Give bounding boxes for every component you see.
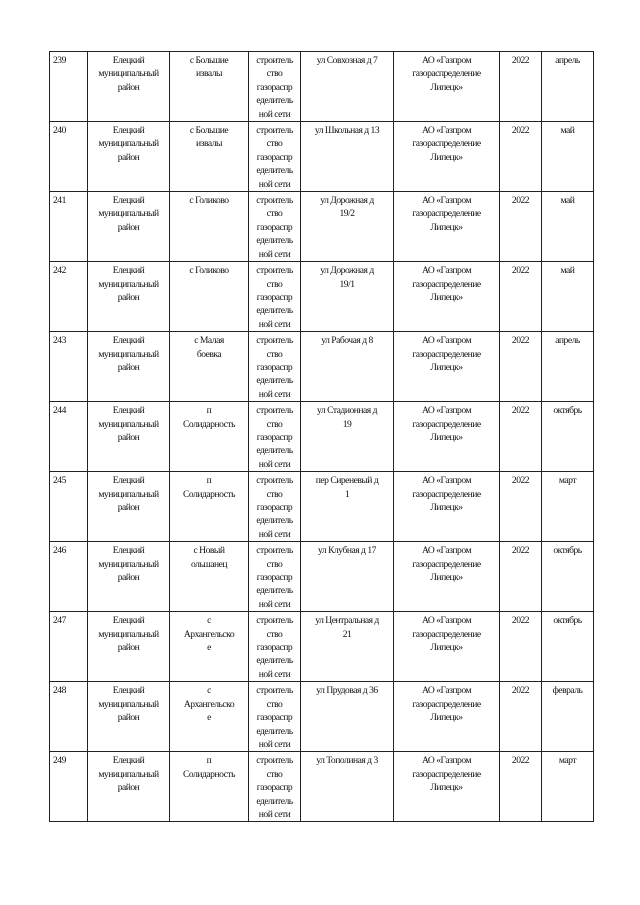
cell-district [88, 52, 170, 122]
cell-district-line: муниципальный [98, 628, 159, 640]
cell-organization-line: Липецк» [430, 221, 463, 233]
cell-month: октябрь [542, 402, 594, 472]
cell-work-type-line: газораспр [256, 151, 293, 163]
cell-organization-line: Липецк» [430, 642, 463, 654]
cell-work-type-line: ство [266, 418, 283, 430]
cell-address-line: ул Дорожная д [320, 265, 374, 277]
cell-address-line: 21 [342, 628, 352, 640]
cell-settlement-line: с Большие [189, 55, 229, 66]
cell-address-line: 1 [344, 488, 350, 500]
cell-district [88, 262, 170, 332]
cell-organization-line: газораспределение [412, 628, 481, 640]
cell-district-line: Елецкий [112, 475, 145, 487]
cell-organization [394, 402, 500, 472]
cell-district-line: район [117, 572, 140, 584]
cell-month: март [542, 752, 594, 822]
cell-work-type [249, 752, 301, 822]
cell-organization-line: АО «Газпром [421, 615, 472, 627]
cell-district-line: муниципальный [98, 348, 159, 360]
cell-organization-line: газораспределение [412, 138, 481, 150]
cell-address [301, 682, 394, 752]
cell-work-type-line: еделитель [256, 445, 293, 457]
cell-district [88, 542, 170, 612]
cell-settlement [170, 52, 249, 122]
cell-settlement [170, 402, 249, 472]
cell-work-type-line: еделитель [256, 795, 293, 807]
cell-district [88, 332, 170, 402]
cell-work-type-line: ной сети [258, 808, 291, 820]
cell-organization-line: газораспределение [412, 348, 481, 360]
cell-organization [394, 122, 500, 192]
cell-organization [394, 682, 500, 752]
cell-number: 247 [50, 612, 88, 682]
cell-district-line: район [117, 291, 140, 303]
cell-address [301, 52, 394, 122]
cell-work-type-line: еделитель [256, 305, 293, 317]
cell-address-line: ул Тополиная д 3 [316, 755, 378, 767]
gasification-table [49, 51, 594, 822]
cell-month: октябрь [542, 612, 594, 682]
cell-year: 2022 [500, 612, 542, 682]
cell-work-type-line: еделитель [256, 375, 293, 387]
cell-number: 245 [50, 472, 88, 542]
cell-organization-line: АО «Газпром [421, 335, 472, 347]
cell-organization [394, 52, 500, 122]
cell-district-line: район [117, 221, 140, 233]
cell-settlement-line: Солидарность [183, 768, 235, 780]
cell-number: 244 [50, 402, 88, 472]
cell-work-type-line: ной сети [258, 528, 291, 540]
cell-settlement-line: с Малая [194, 335, 224, 347]
cell-organization-line: газораспределение [412, 488, 481, 500]
cell-work-type-line: ной сети [258, 668, 291, 680]
cell-month: октябрь [542, 542, 594, 612]
cell-district [88, 122, 170, 192]
cell-settlement-line: е [207, 642, 211, 654]
cell-month: май [542, 192, 594, 262]
cell-work-type [249, 682, 301, 752]
cell-organization-line: АО «Газпром [421, 755, 472, 767]
cell-work-type-line: ной сети [258, 178, 291, 190]
cell-district-line: Елецкий [112, 125, 145, 137]
cell-work-type-line: газораспр [256, 712, 293, 724]
cell-month: март [542, 472, 594, 542]
cell-work-type-line: газораспр [256, 361, 293, 373]
cell-organization-line: газораспределение [412, 558, 481, 570]
cell-address [301, 402, 394, 472]
cell-month: май [542, 262, 594, 332]
cell-district-line: район [117, 502, 140, 513]
cell-address [301, 542, 394, 612]
cell-address [301, 192, 394, 262]
cell-year: 2022 [500, 472, 542, 542]
cell-work-type-line: газораспр [256, 502, 293, 513]
cell-address [301, 122, 394, 192]
cell-district-line: муниципальный [98, 558, 159, 570]
cell-organization-line: АО «Газпром [421, 195, 472, 207]
cell-settlement-line: с [207, 615, 211, 627]
cell-district-line: Елецкий [112, 685, 145, 697]
cell-settlement [170, 542, 249, 612]
cell-district-line: Елецкий [112, 335, 145, 347]
cell-work-type-line: ство [266, 698, 283, 710]
cell-address [301, 262, 394, 332]
table-row [50, 52, 594, 122]
cell-address-line: 19 [342, 418, 352, 430]
cell-district-line: район [117, 431, 140, 443]
table-row [50, 472, 594, 542]
cell-work-type-line: строитель [256, 125, 293, 137]
cell-work-type-line: строитель [256, 755, 293, 767]
cell-district-line: муниципальный [98, 418, 159, 430]
cell-district [88, 472, 170, 542]
cell-district [88, 682, 170, 752]
cell-work-type [249, 612, 301, 682]
cell-month: апрель [542, 52, 594, 122]
cell-district-line: район [117, 81, 140, 93]
cell-work-type-line: ной сети [258, 248, 291, 260]
cell-address-line: 19/1 [339, 278, 355, 290]
cell-work-type-line: ство [266, 278, 283, 290]
cell-year: 2022 [500, 192, 542, 262]
cell-work-type [249, 262, 301, 332]
cell-number: 249 [50, 752, 88, 822]
cell-district-line: муниципальный [98, 138, 159, 150]
cell-address-line: ул Прудовая д 36 [316, 685, 378, 697]
cell-organization [394, 472, 500, 542]
cell-organization-line: Липецк» [430, 572, 463, 584]
cell-year: 2022 [500, 332, 542, 402]
cell-settlement [170, 472, 249, 542]
cell-settlement [170, 192, 249, 262]
cell-district [88, 612, 170, 682]
cell-settlement-line: ольшанец [190, 558, 227, 570]
cell-district-line: Елецкий [112, 55, 145, 66]
cell-work-type-line: строитель [256, 475, 293, 487]
cell-work-type-line: ной сети [258, 388, 291, 400]
cell-settlement-line: извалы [196, 138, 222, 150]
cell-work-type-line: строитель [256, 195, 293, 207]
cell-work-type-line: газораспр [256, 782, 293, 794]
cell-organization-line: АО «Газпром [421, 265, 472, 277]
cell-organization-line: АО «Газпром [421, 125, 472, 137]
cell-work-type [249, 332, 301, 402]
cell-work-type-line: ство [266, 488, 283, 500]
cell-district-line: Елецкий [112, 615, 145, 627]
cell-district-line: Елецкий [112, 405, 145, 417]
cell-district-line: район [117, 361, 140, 373]
cell-address-line: ул Рабочая д 8 [321, 335, 373, 347]
cell-number: 248 [50, 682, 88, 752]
cell-organization-line: Липецк» [430, 151, 463, 163]
table-row [50, 332, 594, 402]
cell-district-line: муниципальный [98, 768, 159, 780]
cell-address [301, 752, 394, 822]
cell-work-type-line: еделитель [256, 585, 293, 597]
cell-organization-line: АО «Газпром [421, 685, 472, 697]
cell-number: 243 [50, 332, 88, 402]
table-row [50, 682, 594, 752]
cell-work-type [249, 52, 301, 122]
cell-district-line: муниципальный [98, 68, 159, 80]
cell-work-type [249, 402, 301, 472]
cell-work-type-line: еделитель [256, 165, 293, 177]
cell-work-type-line: еделитель [256, 95, 293, 107]
cell-address [301, 332, 394, 402]
cell-settlement-line: е [207, 712, 211, 724]
cell-work-type-line: еделитель [256, 725, 293, 737]
cell-work-type-line: строитель [256, 615, 293, 627]
cell-work-type-line: ной сети [258, 598, 291, 610]
cell-settlement [170, 262, 249, 332]
cell-settlement-line: Солидарность [183, 418, 235, 430]
cell-settlement-line: с Большие [189, 125, 229, 137]
cell-settlement-line: с Голиково [189, 265, 229, 277]
table-row [50, 262, 594, 332]
cell-organization-line: Липецк» [430, 782, 463, 794]
cell-work-type-line: газораспр [256, 572, 293, 584]
cell-district [88, 752, 170, 822]
cell-work-type-line: ство [266, 628, 283, 640]
cell-organization-line: Липецк» [430, 81, 463, 93]
cell-organization-line: газораспределение [412, 698, 481, 710]
cell-work-type [249, 122, 301, 192]
cell-settlement [170, 682, 249, 752]
cell-year: 2022 [500, 542, 542, 612]
cell-work-type-line: газораспр [256, 221, 293, 233]
cell-month: апрель [542, 332, 594, 402]
cell-organization [394, 612, 500, 682]
cell-organization-line: газораспределение [412, 278, 481, 290]
cell-address [301, 612, 394, 682]
cell-district-line: муниципальный [98, 698, 159, 710]
cell-organization-line: Липецк» [430, 431, 463, 443]
cell-settlement [170, 332, 249, 402]
cell-work-type-line: еделитель [256, 235, 293, 247]
cell-settlement-line: п [206, 405, 212, 417]
cell-work-type [249, 472, 301, 542]
cell-district [88, 402, 170, 472]
cell-work-type-line: ство [266, 768, 283, 780]
cell-number: 240 [50, 122, 88, 192]
cell-settlement-line: п [206, 475, 212, 487]
cell-organization-line: АО «Газпром [421, 475, 472, 487]
cell-district-line: Елецкий [112, 195, 145, 207]
cell-organization [394, 332, 500, 402]
cell-number: 239 [50, 52, 88, 122]
cell-year: 2022 [500, 682, 542, 752]
cell-month: февраль [542, 682, 594, 752]
cell-address-line: 19/2 [339, 208, 355, 220]
cell-year: 2022 [500, 122, 542, 192]
cell-number: 241 [50, 192, 88, 262]
cell-work-type-line: газораспр [256, 642, 293, 654]
cell-work-type-line: строитель [256, 545, 293, 557]
cell-settlement [170, 612, 249, 682]
cell-work-type-line: еделитель [256, 515, 293, 527]
cell-year: 2022 [500, 52, 542, 122]
cell-district-line: муниципальный [98, 278, 159, 290]
cell-district-line: Елецкий [112, 265, 145, 277]
cell-settlement-line: с Голиково [189, 195, 229, 207]
document-page [49, 51, 594, 822]
cell-settlement-line: п [206, 755, 212, 767]
cell-work-type-line: ство [266, 138, 283, 150]
cell-district-line: район [117, 642, 140, 654]
cell-address-line: ул Стадионная д [317, 405, 377, 417]
cell-work-type-line: ство [266, 348, 283, 360]
table-row [50, 752, 594, 822]
cell-settlement [170, 122, 249, 192]
cell-district-line: муниципальный [98, 488, 159, 500]
cell-organization [394, 542, 500, 612]
cell-work-type [249, 542, 301, 612]
cell-organization [394, 262, 500, 332]
cell-work-type-line: строитель [256, 55, 293, 66]
cell-organization-line: газораспределение [412, 68, 481, 80]
table-row [50, 542, 594, 612]
cell-district-line: муниципальный [98, 208, 159, 220]
cell-settlement-line: Солидарность [183, 488, 235, 500]
cell-work-type-line: ство [266, 558, 283, 570]
cell-organization-line: Липецк» [430, 712, 463, 724]
cell-work-type-line: еделитель [256, 655, 293, 667]
cell-address-line: ул Клубная д 17 [318, 545, 376, 557]
cell-organization-line: АО «Газпром [421, 405, 472, 417]
cell-address-line: ул Школьная д 13 [314, 125, 380, 137]
cell-settlement-line: с [207, 685, 211, 697]
cell-organization-line: АО «Газпром [421, 55, 472, 66]
cell-year: 2022 [500, 262, 542, 332]
cell-address-line: ул Совхозная д 7 [316, 55, 378, 66]
cell-settlement-line: с Новый [193, 545, 225, 557]
table-row [50, 612, 594, 682]
cell-organization-line: Липецк» [430, 502, 463, 513]
cell-work-type-line: ной сети [258, 738, 291, 750]
cell-work-type-line: ной сети [258, 318, 291, 330]
cell-month: май [542, 122, 594, 192]
cell-organization-line: АО «Газпром [421, 545, 472, 557]
cell-year: 2022 [500, 752, 542, 822]
cell-address-line: ул Дорожная д [320, 195, 374, 207]
cell-organization [394, 192, 500, 262]
cell-work-type-line: ство [266, 68, 283, 80]
cell-work-type-line: ной сети [258, 108, 291, 120]
cell-district-line: район [117, 712, 140, 724]
cell-district-line: район [117, 782, 140, 794]
cell-number: 242 [50, 262, 88, 332]
table-body [50, 52, 594, 822]
cell-settlement-line: извалы [196, 68, 222, 80]
cell-settlement-line: боевка [196, 348, 222, 360]
table-row [50, 402, 594, 472]
cell-work-type [249, 192, 301, 262]
cell-organization-line: Липецк» [430, 291, 463, 303]
cell-work-type-line: газораспр [256, 291, 293, 303]
cell-work-type-line: газораспр [256, 81, 293, 93]
cell-organization-line: Липецк» [430, 361, 463, 373]
cell-settlement-line: Архангельско [183, 698, 235, 710]
cell-settlement-line: Архангельско [183, 628, 235, 640]
cell-organization-line: газораспределение [412, 768, 481, 780]
cell-work-type-line: строитель [256, 685, 293, 697]
cell-district-line: Елецкий [112, 755, 145, 767]
cell-address [301, 472, 394, 542]
cell-district-line: район [117, 151, 140, 163]
cell-address-line: пер Сиреневый д [315, 475, 379, 487]
table-row [50, 192, 594, 262]
cell-organization-line: газораспределение [412, 418, 481, 430]
cell-settlement [170, 752, 249, 822]
cell-work-type-line: строитель [256, 265, 293, 277]
table-row [50, 122, 594, 192]
cell-work-type-line: газораспр [256, 431, 293, 443]
cell-work-type-line: строитель [256, 335, 293, 347]
cell-organization [394, 752, 500, 822]
cell-district [88, 192, 170, 262]
cell-number: 246 [50, 542, 88, 612]
cell-work-type-line: строитель [256, 405, 293, 417]
cell-year: 2022 [500, 402, 542, 472]
cell-work-type-line: ство [266, 208, 283, 220]
cell-district-line: Елецкий [112, 545, 145, 557]
cell-address-line: ул Центральная д [315, 615, 379, 627]
cell-organization-line: газораспределение [412, 208, 481, 220]
cell-work-type-line: ной сети [258, 458, 291, 470]
